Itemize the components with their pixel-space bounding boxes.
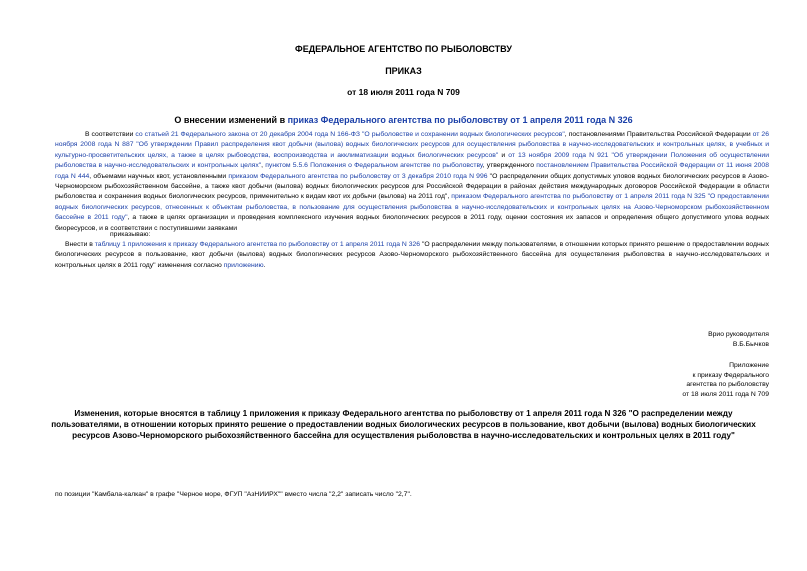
resolution-887-link[interactable]: от 26 ноября 2008 года N 887 "Об утверждении Правил распределения квот добычи (вылова) водных биологических ресурсов для осуществления рыболовства в научно-исследовательских и контрольных целях, в учебных и культурно-просветительских целях, а также в целях рыбоводства, воспроизводства и акклиматизации водных биологических ресурсов" bbox=[55, 131, 769, 159]
document-subject bbox=[0, 115, 807, 125]
appendix-link[interactable]: приложению bbox=[223, 261, 264, 269]
preamble-text-8: , а также в целях организации и проведения комплексного изучения водных биологических ресурсов в 2011 году, оценки состояния их запасов и определения общего допустимого улова водных биоресурсов, и в соответствии с поступившими заявками bbox=[55, 214, 769, 232]
preamble-text-1: В соответствии bbox=[85, 131, 136, 138]
subject-prefix: О внесении изменений в bbox=[174, 115, 288, 125]
order-996-link[interactable]: приказом Федерального агентства по рыболовству от 3 декабря 2010 года N 996 bbox=[228, 172, 488, 180]
amendment-paragraph bbox=[55, 240, 769, 271]
appendix-line-2: к приказу Федерального bbox=[692, 371, 769, 379]
resolution-444-link[interactable]: постановлением Правительства Российской Федерации от 11 июня 2008 года N 444 bbox=[55, 162, 769, 180]
signature-block bbox=[708, 330, 769, 349]
preamble-text-7: "О распределении общих допустимых уловов водных биологических ресурсов в Азово-Черноморском рыбохозяйственном бассейне, а также квот добычи (вылова) водных биологических ресурсов для Российской Федерации в районах действия международных договоров Российской Федерации в области рыболовства и сохранения водных биологических ресурсов, применительно к видам квот их добычи (вылова) на 2011 год", bbox=[55, 172, 769, 201]
document-date-number: от 18 июля 2011 года N 709 bbox=[347, 87, 460, 97]
preamble-text-4: , bbox=[261, 162, 266, 170]
preamble-text-2: , постановлениями Правительства Российской Федерации bbox=[564, 131, 753, 138]
preamble-text-3: и bbox=[498, 151, 509, 159]
table-1-link[interactable]: таблицу 1 приложения к приказу Федерального агентства по рыболовству от 1 апреля 2011 года N 326 bbox=[94, 241, 421, 248]
signatory-position: Врио руководителя bbox=[708, 331, 769, 338]
law-166-fz-link[interactable]: со статьей 21 Федерального закона от 20 декабря 2004 года N 166-ФЗ "О рыболовстве и сохранении водных биологических ресурсов" bbox=[135, 131, 565, 138]
amendment-text-2: "О распределении между пользователями, в отношении которых принято решение о предоставлении водных биологических ресурсов в пользование, квот добычи (вылова) водных биологических ресурсов Азово-Черноморского рыбохозяйственного бассейна для осуществления рыболовства в научно-исследовательских и контрольных целях в 2011 году" изменения согласно bbox=[55, 241, 769, 269]
resolution-921-link[interactable]: от 13 ноября 2009 года N 921 "Об утверждении Положения об осуществлении рыболовства в научно-исследовательских и контрольных целях" bbox=[55, 151, 769, 170]
order-325-link[interactable]: приказом Федерального агентства по рыболовству от 1 апреля 2011 года N 325 "О предоставлении водных биологических ресурсов, отнесенных к объектам рыболовства, в пользование для осуществления рыболовства в научно-исследовательских и контрольных целях на Азово-Черноморском рыбохозяйственном бассейне в 2011 году" bbox=[55, 193, 769, 222]
change-line: по позиции "Камбала-калкан" в графе "Черное море, ФГУП "АзНИИРХ"" вместо числа "2,2" записать число "2,7". bbox=[55, 491, 412, 498]
preamble-paragraph bbox=[55, 130, 769, 234]
regulation-point-link[interactable]: пунктом 5.5.6 Положения о Федеральном агентстве по рыболовству bbox=[265, 162, 483, 170]
document-type: ПРИКАЗ bbox=[385, 66, 422, 76]
appendix-header bbox=[682, 361, 769, 399]
appendix-line-1: Приложение bbox=[729, 362, 769, 369]
order-word: приказываю: bbox=[110, 231, 151, 238]
subject-link[interactable]: приказ Федерального агентства по рыболовству от 1 апреля 2011 года N 326 bbox=[287, 115, 633, 125]
changes-title: Изменения, которые вносятся в таблицу 1 приложения к приказу Федерального агентства по рыболовству от 1 апреля 2011 года N 326 "О распределении между пользователями, в отношении которых принято решение о предоставлении водных биологических ресурсов в пользование, квот добычи (вылова) водных биологических ресурсов Азово-Черноморского рыбохозяйственного бассейна для осуществления рыболовства в научно-исследовательских и контрольных целях в 2011 году" bbox=[51, 409, 756, 441]
amendment-text-3: . bbox=[263, 261, 266, 269]
preamble-text-6: , объемами научных квот, установленными bbox=[89, 172, 229, 180]
appendix-line-3: агентства по рыболовству bbox=[686, 381, 769, 389]
amendment-text-1: Внести в bbox=[65, 241, 95, 248]
signatory-name: В.Б.Бычков bbox=[732, 340, 769, 348]
agency-title: ФЕДЕРАЛЬНОЕ АГЕНТСТВО ПО РЫБОЛОВСТВУ bbox=[295, 44, 512, 54]
appendix-line-4: от 18 июля 2011 года N 709 bbox=[682, 390, 769, 398]
preamble-text-5: , утвержденного bbox=[482, 162, 537, 170]
